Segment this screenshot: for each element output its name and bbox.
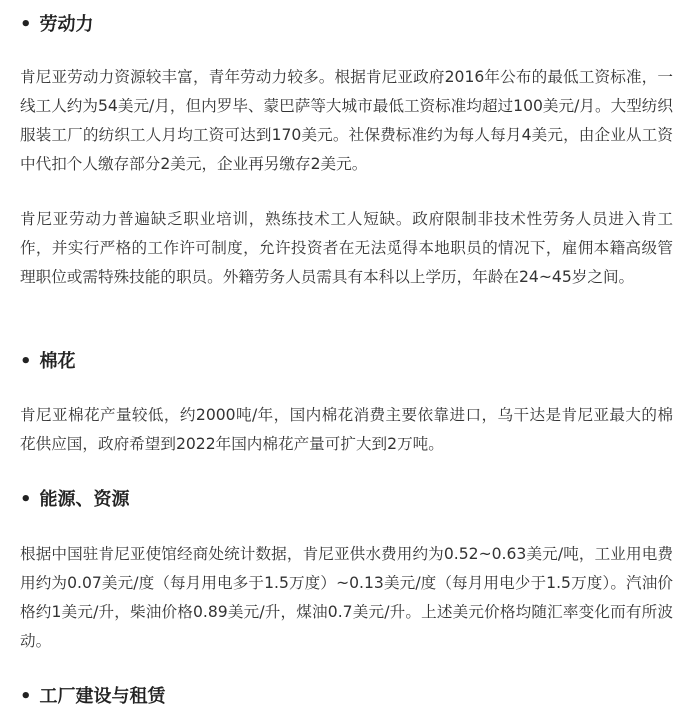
paragraph-cotton: 肯尼亚棉花产量较低，约2000吨/年，国内棉花消费主要依靠进口，乌干达是肯尼亚最大的棉花供应国，政府希望到2022年国内棉花产量可扩大到2万吨。 xyxy=(20,406,673,453)
section-title: 棉花 xyxy=(39,351,76,372)
section-title: 劳动力 xyxy=(39,14,94,35)
section-heading-energy xyxy=(20,488,130,512)
section-title: 工厂建设与租赁 xyxy=(39,686,166,707)
paragraph-energy: 根据中国驻肯尼亚使馆经商处统计数据，肯尼亚供水费用约为0.52~0.63美元/吨，工业用电费用约为0.07美元/度（每月用电多于1.5万度）~0.13美元/度（每月用电少于1.5万度）。汽油价格约1美元/升，柴油价格0.89美元/升，煤油0.7美元/升。上述美元价格均随汇率变化而有所波动。 xyxy=(20,545,673,650)
bullet-icon: • xyxy=(20,686,32,707)
bullet-icon: • xyxy=(20,14,32,35)
paragraph-labor-training: 肯尼亚劳动力普遍缺乏职业培训，熟练技术工人短缺。政府限制非技术性劳务人员进入肯工作，并实行严格的工作许可制度，允许投资者在无法觅得本地职员的情况下，雇佣本籍高级管理职位或需特殊技能的职员。外籍劳务人员需具有本科以上学历，年龄在24~45岁之间。 xyxy=(20,210,673,286)
section-title: 能源、资源 xyxy=(39,489,130,510)
section-heading-cotton xyxy=(20,350,76,374)
section-heading-factory xyxy=(20,685,166,709)
section-heading-labor xyxy=(20,13,94,37)
bullet-icon: • xyxy=(20,489,32,510)
bullet-icon: • xyxy=(20,351,32,372)
paragraph-labor-resources: 肯尼亚劳动力资源较丰富，青年劳动力较多。根据肯尼亚政府2016年公布的最低工资标准，一线工人约为54美元/月，但内罗毕、蒙巴萨等大城市最低工资标准均超过100美元/月。大型纺织服装工厂的纺织工人月均工资可达到170美元。社保费标准约为每人每月4美元，由企业从工资中代扣个人缴存部分2美元，企业再另缴存2美元。 xyxy=(20,68,673,173)
